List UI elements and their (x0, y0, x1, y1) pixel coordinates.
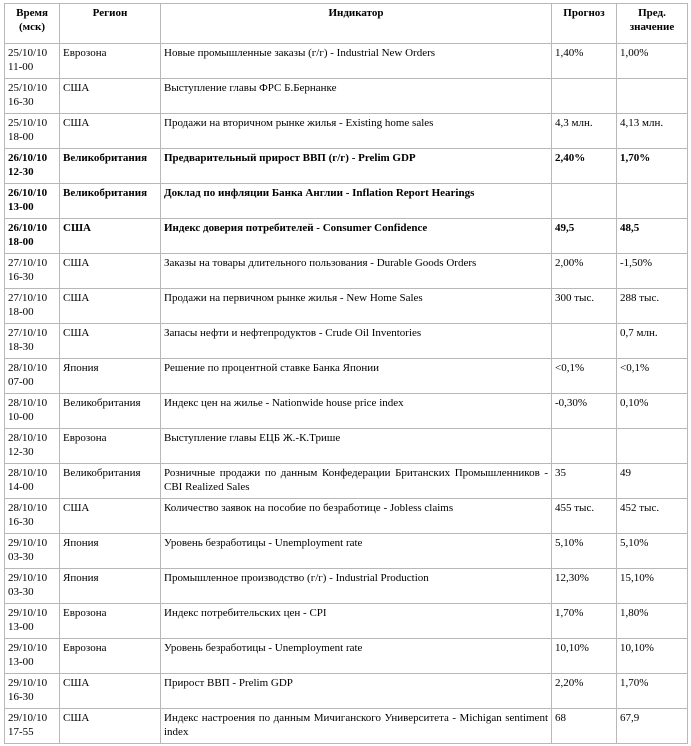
cell-time: 29/10/10 13-00 (5, 604, 60, 639)
cell-indicator: Доклад по инфляции Банка Англии - Inflation Report Hearings (161, 184, 552, 219)
cell-region: США (60, 114, 161, 149)
cell-time: 27/10/10 18-30 (5, 324, 60, 359)
table-header-row (5, 4, 688, 44)
cell-indicator: Индекс потребительских цен - CPI (161, 604, 552, 639)
cell-time: 26/10/10 12-30 (5, 149, 60, 184)
cell-time: 27/10/10 16-30 (5, 254, 60, 289)
cell-previous: 49 (617, 464, 688, 499)
table-row (5, 499, 688, 534)
cell-region: США (60, 219, 161, 254)
table-row (5, 604, 688, 639)
table-row (5, 254, 688, 289)
cell-previous: 452 тыс. (617, 499, 688, 534)
cell-region: Великобритания (60, 149, 161, 184)
table-row (5, 289, 688, 324)
cell-region: Япония (60, 534, 161, 569)
cell-region: США (60, 674, 161, 709)
cell-indicator: Количество заявок на пособие по безработице - Jobless claims (161, 499, 552, 534)
table-row (5, 569, 688, 604)
table-row (5, 464, 688, 499)
cell-previous: 10,10% (617, 639, 688, 674)
cell-forecast: 300 тыс. (552, 289, 617, 324)
table-row (5, 359, 688, 394)
cell-region: Еврозона (60, 429, 161, 464)
cell-time: 29/10/10 16-30 (5, 674, 60, 709)
cell-forecast: <0,1% (552, 359, 617, 394)
cell-indicator: Уровень безработицы - Unemployment rate (161, 534, 552, 569)
cell-indicator: Розничные продажи по данным Конфедерации Британских Промышленников - CBI Realized Sales (161, 464, 552, 499)
cell-previous: 1,00% (617, 44, 688, 79)
cell-region: Япония (60, 359, 161, 394)
cell-region: Еврозона (60, 44, 161, 79)
cell-indicator: Уровень безработицы - Unemployment rate (161, 639, 552, 674)
cell-region: Великобритания (60, 184, 161, 219)
table-row (5, 149, 688, 184)
cell-region: США (60, 254, 161, 289)
cell-forecast (552, 429, 617, 464)
cell-region: США (60, 499, 161, 534)
cell-time: 25/10/10 16-30 (5, 79, 60, 114)
cell-previous: 15,10% (617, 569, 688, 604)
cell-indicator: Прирост ВВП - Prelim GDP (161, 674, 552, 709)
cell-previous: 0,10% (617, 394, 688, 429)
cell-time: 26/10/10 13-00 (5, 184, 60, 219)
table-row (5, 219, 688, 254)
cell-region: США (60, 79, 161, 114)
cell-previous: 4,13 млн. (617, 114, 688, 149)
table-row (5, 114, 688, 149)
table-row (5, 79, 688, 114)
cell-previous: 1,70% (617, 674, 688, 709)
cell-region: США (60, 324, 161, 359)
cell-time: 27/10/10 18-00 (5, 289, 60, 324)
header-time: Время (мск) (5, 4, 60, 44)
cell-indicator: Запасы нефти и нефтепродуктов - Crude Oil Inventories (161, 324, 552, 359)
cell-previous: 67,9 (617, 709, 688, 744)
cell-indicator: Индекс настроения по данным Мичиганского Университета - Michigan sentiment index (161, 709, 552, 744)
cell-previous: -1,50% (617, 254, 688, 289)
table-row (5, 44, 688, 79)
cell-time: 28/10/10 16-30 (5, 499, 60, 534)
cell-forecast (552, 184, 617, 219)
cell-previous (617, 79, 688, 114)
cell-forecast: 4,3 млн. (552, 114, 617, 149)
header-region: Регион (60, 4, 161, 44)
cell-indicator: Индекс цен на жилье - Nationwide house price index (161, 394, 552, 429)
cell-forecast: 2,20% (552, 674, 617, 709)
cell-previous: 1,80% (617, 604, 688, 639)
cell-forecast: 49,5 (552, 219, 617, 254)
cell-forecast: 2,40% (552, 149, 617, 184)
cell-region: США (60, 709, 161, 744)
header-indicator: Индикатор (161, 4, 552, 44)
cell-previous: 0,7 млн. (617, 324, 688, 359)
header-forecast: Прогноз (552, 4, 617, 44)
cell-forecast: -0,30% (552, 394, 617, 429)
cell-time: 29/10/10 13-00 (5, 639, 60, 674)
cell-forecast: 455 тыс. (552, 499, 617, 534)
cell-time: 28/10/10 12-30 (5, 429, 60, 464)
cell-forecast: 68 (552, 709, 617, 744)
cell-indicator: Продажи на вторичном рынке жилья - Existing home sales (161, 114, 552, 149)
cell-time: 28/10/10 10-00 (5, 394, 60, 429)
cell-indicator: Решение по процентной ставке Банка Японии (161, 359, 552, 394)
cell-time: 28/10/10 07-00 (5, 359, 60, 394)
cell-time: 29/10/10 03-30 (5, 569, 60, 604)
table-row (5, 534, 688, 569)
cell-forecast (552, 79, 617, 114)
cell-indicator: Промышленное производство (г/г) - Industrial Production (161, 569, 552, 604)
cell-previous: <0,1% (617, 359, 688, 394)
cell-forecast: 35 (552, 464, 617, 499)
cell-region: Великобритания (60, 464, 161, 499)
cell-previous (617, 184, 688, 219)
cell-previous: 288 тыс. (617, 289, 688, 324)
cell-previous: 1,70% (617, 149, 688, 184)
cell-time: 25/10/10 11-00 (5, 44, 60, 79)
cell-time: 29/10/10 17-55 (5, 709, 60, 744)
cell-forecast: 5,10% (552, 534, 617, 569)
cell-region: Еврозона (60, 604, 161, 639)
table-row (5, 394, 688, 429)
cell-indicator: Выступление главы ФРС Б.Бернанке (161, 79, 552, 114)
economic-calendar-table (4, 3, 688, 744)
table-row (5, 184, 688, 219)
table-row (5, 324, 688, 359)
cell-region: США (60, 289, 161, 324)
header-previous: Пред. значение (617, 4, 688, 44)
cell-indicator: Индекс доверия потребителей - Consumer Confidence (161, 219, 552, 254)
table-row (5, 639, 688, 674)
cell-previous (617, 429, 688, 464)
cell-region: Великобритания (60, 394, 161, 429)
table-row (5, 429, 688, 464)
cell-forecast: 1,40% (552, 44, 617, 79)
cell-time: 26/10/10 18-00 (5, 219, 60, 254)
table-row (5, 709, 688, 744)
cell-forecast: 12,30% (552, 569, 617, 604)
cell-indicator: Предварительный прирост ВВП (г/г) - Prelim GDP (161, 149, 552, 184)
cell-indicator: Продажи на первичном рынке жилья - New Home Sales (161, 289, 552, 324)
table-body (5, 44, 688, 744)
cell-forecast: 10,10% (552, 639, 617, 674)
cell-indicator: Выступление главы ЕЦБ Ж.-К.Трише (161, 429, 552, 464)
cell-indicator: Новые промышленные заказы (г/г) - Industrial New Orders (161, 44, 552, 79)
cell-region: Еврозона (60, 639, 161, 674)
cell-time: 25/10/10 18-00 (5, 114, 60, 149)
cell-region: Япония (60, 569, 161, 604)
table-row (5, 674, 688, 709)
cell-forecast (552, 324, 617, 359)
cell-forecast: 1,70% (552, 604, 617, 639)
cell-previous: 5,10% (617, 534, 688, 569)
cell-forecast: 2,00% (552, 254, 617, 289)
cell-time: 28/10/10 14-00 (5, 464, 60, 499)
cell-previous: 48,5 (617, 219, 688, 254)
cell-time: 29/10/10 03-30 (5, 534, 60, 569)
cell-indicator: Заказы на товары длительного пользования - Durable Goods Orders (161, 254, 552, 289)
